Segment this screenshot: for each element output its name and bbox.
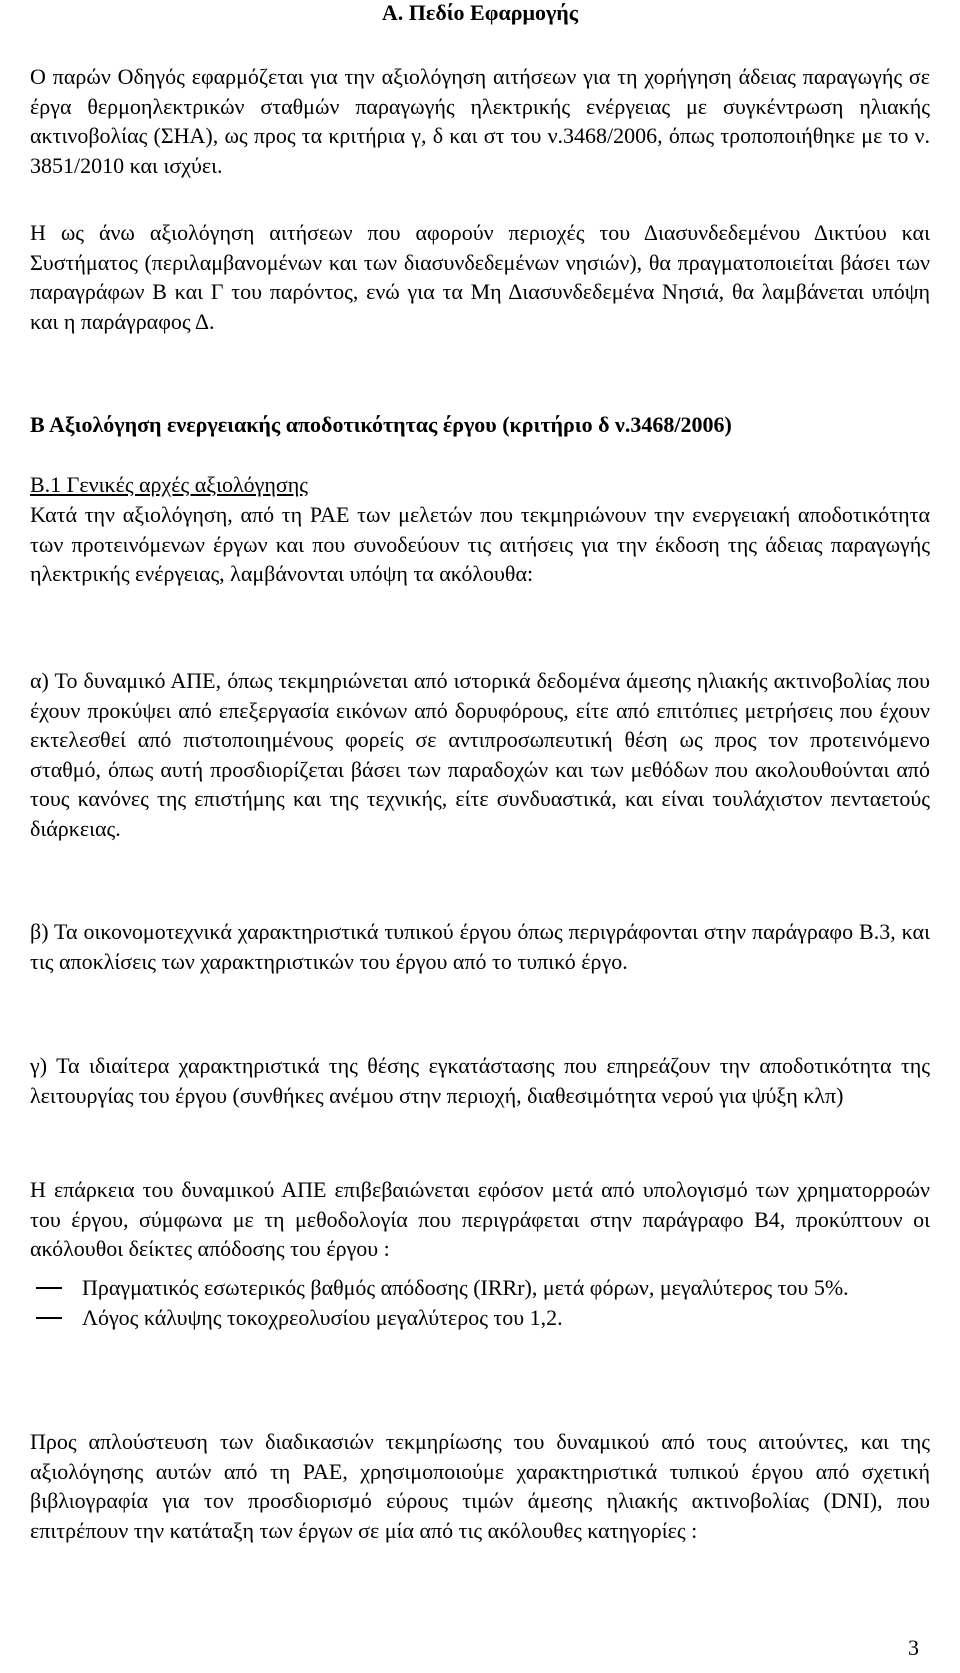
item-a-paragraph: α) Το δυναμικό ΑΠΕ, όπως τεκμηριώνεται από ιστορικά δεδομένα άμεσης ηλιακής ακτινοβολίας που έχουν προκύψει από επεξεργασία εικόνων από δορυφόρους, είτε από επιτόπιες μετρήσεις που έχουν εκτελεσθεί από πιστοποιημένους φορείς σε αντιπροσωπευτική θέση ως προς τον προτεινόμενο σταθμό, όπως αυτή προσδιορίζεται βάσει των παραδοχών και των μεθόδων που ακολουθούνται από τους κανόνες της επιστήμης και της τεχνικής, είτε συνδυαστικά, και είναι τουλάχιστον πενταετούς διάρκειας. [30, 668, 930, 841]
document-page [30, 0, 930, 1543]
adequacy-paragraph: Η επάρκεια του δυναμικού ΑΠΕ επιβεβαιώνεται εφόσον μετά από υπολογισμό των χρηματορροών του έργου, σύμφωνα με τη μεθοδολογία που περιγράφεται στην παράγραφο Β4, προκύπτουν οι ακόλουθοι δείκτες απόδοσης του έργου : [30, 1177, 930, 1261]
dash-bullet-icon [36, 1287, 62, 1289]
intro-paragraph-2: Η ως άνω αξιολόγηση αιτήσεων που αφορούν περιοχές του Διασυνδεδεμένου Δικτύου και Συστήματος (περιλαμβανομένων και των διασυνδεδεμένων νησιών), θα πραγματοποιείται βάσει των παραγράφων Β και Γ του παρόντος, ενώ για τα Μη Διασυνδεδεμένα Νησιά, θα λαμβάνεται υπόψη και η παράγραφος Δ. [30, 220, 930, 334]
intro-paragraph-1: Ο παρών Οδηγός εφαρμόζεται για την αξιολόγηση αιτήσεων για τη χορήγηση άδειας παραγωγής σε έργα θερμοηλεκτρικών σταθμών παραγωγής ηλεκτρικής ενέργειας με συγκέντρωση ηλιακής ακτινοβολίας (ΣΗΑ), ως προς τα κριτήρια γ, δ και στ του ν.3468/2006, όπως τροποποιήθηκε με το ν. 3851/2010 και ισχύει. [30, 64, 930, 178]
list-item-text: Πραγματικός εσωτερικός βαθμός απόδοσης (IRRr), μετά φόρων, μεγαλύτερος του 5%. [82, 1275, 849, 1300]
list-item [30, 1273, 930, 1303]
list-item-text: Λόγος κάλυψης τοκοχρεολυσίου μεγαλύτερος του 1,2. [82, 1304, 563, 1330]
categories-paragraph: Προς απλούστευση των διαδικασιών τεκμηρίωσης του δυναμικού από τους αιτούντες, και της αξιολόγησης αυτών από τη ΡΑΕ, χρησιμοποιούμε χαρακτηριστικά τυπικού έργου από σχετική βιβλιογραφία για τον προσδιορισμό εύρους τιμών άμεσης ηλιακής ακτινοβολίας (DNI), που επιτρέπουν την κατάταξη των έργων σε μία από τις ακόλουθες κατηγορίες : [30, 1429, 930, 1543]
item-c-paragraph: γ) Τα ιδιαίτερα χαρακτηριστικά της θέσης εγκατάστασης που επηρεάζουν την αποδοτικότητα της λειτουργίας του έργου (συνθήκες ανέμου στην περιοχή, διαθεσιμότητα νερού για ψύξη κλπ) [30, 1053, 930, 1108]
item-b-paragraph: β) Τα οικονομοτεχνικά χαρακτηριστικά τυπικού έργου όπως περιγράφονται στην παράγραφο Β.3, και τις αποκλίσεις των χαρακτηριστικών του έργου από το τυπικό έργο. [30, 919, 930, 974]
heading-b1 [30, 470, 930, 499]
b1-body-paragraph: Κατά την αξιολόγηση, από τη ΡΑΕ των μελετών που τεκμηριώνουν την ενεργειακή αποδοτικότητα των προτεινόμενων έργων και που συνοδεύουν τις αιτήσεις για την έκδοση της άδειας παραγωγής ηλεκτρικής ενέργειας, λαμβάνονται υπόψη τα ακόλουθα: [30, 502, 930, 586]
dash-bullet-icon [36, 1317, 62, 1319]
section-title: Α. Πεδίο Εφαρμογής [381, 0, 579, 25]
indicator-list [30, 1273, 930, 1332]
heading-b: Β Αξιολόγηση ενεργειακής αποδοτικότητας έργου (κριτήριο δ ν.3468/2006) [30, 412, 732, 437]
page-number: 3 [908, 1635, 919, 1660]
heading-b1-text: Β.1 Γενικές αρχές αξιολόγησης [30, 472, 308, 497]
list-item [30, 1303, 930, 1333]
